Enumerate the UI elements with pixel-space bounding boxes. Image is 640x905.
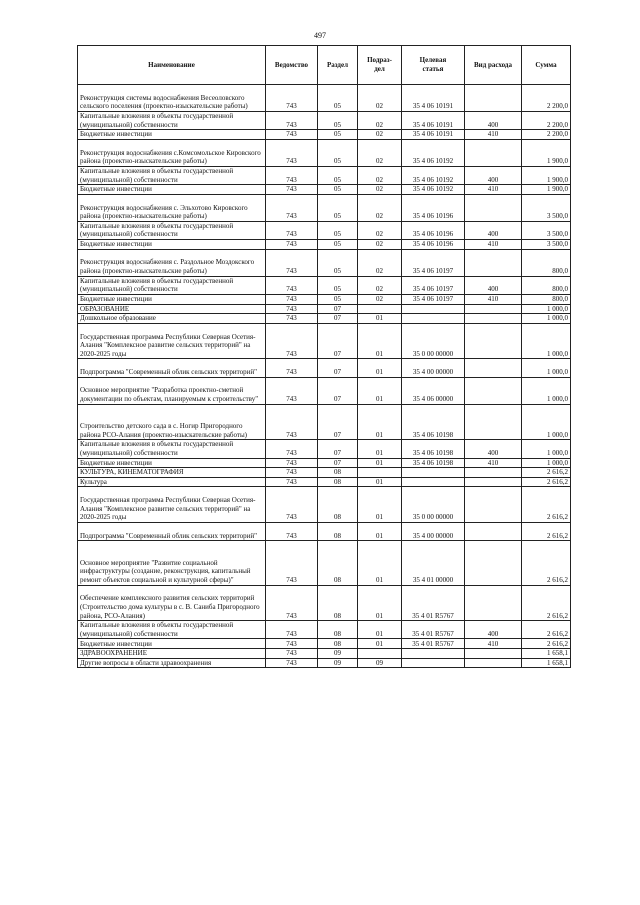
row-sum: 1 658,1 <box>522 649 571 659</box>
row-razdel: 05 <box>318 221 358 239</box>
row-expense-type <box>465 487 522 523</box>
row-podrazdel: 01 <box>358 477 402 487</box>
table-row <box>78 523 571 541</box>
row-podrazdel: 01 <box>358 487 402 523</box>
row-expense-type <box>465 194 522 221</box>
row-razdel: 07 <box>318 404 358 440</box>
row-target: 35 0 00 00000 <box>402 323 465 359</box>
row-name: Основное мероприятие "Разработка проектно-сметной документации по объектам, планируемым к строительству" <box>78 377 266 404</box>
page-number: 497 <box>314 31 326 40</box>
row-podrazdel: 01 <box>358 639 402 649</box>
row-name: Основное мероприятие "Развитие социальной инфраструктуры (создание, реконструкция, капитальный ремонт объектов социальной и культурной сферы)" <box>78 541 266 585</box>
row-target: 35 4 06 10191 <box>402 85 465 112</box>
row-expense-type <box>465 359 522 377</box>
table-row <box>78 639 571 649</box>
row-podrazdel: 02 <box>358 111 402 129</box>
row-vedomstvo: 743 <box>266 249 318 276</box>
row-target: 35 4 00 00000 <box>402 359 465 377</box>
row-expense-type: 400 <box>465 440 522 458</box>
row-target: 35 4 06 10197 <box>402 276 465 294</box>
row-razdel: 07 <box>318 458 358 468</box>
row-name: Другие вопросы в области здравоохранения <box>78 658 266 668</box>
row-vedomstvo: 743 <box>266 221 318 239</box>
row-razdel: 09 <box>318 658 358 668</box>
row-razdel: 08 <box>318 523 358 541</box>
row-target: 35 4 06 10192 <box>402 139 465 166</box>
header-expense-type: Вид расхода <box>465 46 522 85</box>
table-row <box>78 166 571 184</box>
row-expense-type <box>465 139 522 166</box>
row-expense-type: 410 <box>465 294 522 304</box>
table-row <box>78 541 571 585</box>
row-podrazdel: 02 <box>358 166 402 184</box>
row-razdel: 08 <box>318 487 358 523</box>
row-expense-type: 400 <box>465 166 522 184</box>
row-sum: 2 616,2 <box>522 621 571 639</box>
row-vedomstvo: 743 <box>266 541 318 585</box>
row-target: 35 4 00 00000 <box>402 523 465 541</box>
row-target: 35 4 06 10192 <box>402 185 465 195</box>
row-razdel: 05 <box>318 130 358 140</box>
row-sum: 2 616,2 <box>522 585 571 621</box>
row-name: КУЛЬТУРА, КИНЕМАТОГРАФИЯ <box>78 468 266 478</box>
row-expense-type <box>465 323 522 359</box>
row-sum: 800,0 <box>522 294 571 304</box>
row-razdel: 07 <box>318 377 358 404</box>
row-podrazdel: 02 <box>358 194 402 221</box>
row-sum: 2 200,0 <box>522 85 571 112</box>
row-target: 35 0 00 00000 <box>402 487 465 523</box>
row-target: 35 4 01 00000 <box>402 541 465 585</box>
row-name: Бюджетные инвестиции <box>78 639 266 649</box>
row-vedomstvo: 743 <box>266 185 318 195</box>
table-row <box>78 249 571 276</box>
row-name: Бюджетные инвестиции <box>78 239 266 249</box>
row-expense-type: 400 <box>465 276 522 294</box>
row-vedomstvo: 743 <box>266 194 318 221</box>
row-vedomstvo: 743 <box>266 111 318 129</box>
row-expense-type <box>465 541 522 585</box>
row-expense-type <box>465 249 522 276</box>
row-target: 35 4 06 10192 <box>402 166 465 184</box>
table-row <box>78 239 571 249</box>
row-sum: 800,0 <box>522 249 571 276</box>
row-podrazdel: 02 <box>358 139 402 166</box>
table-row <box>78 85 571 112</box>
table-row <box>78 139 571 166</box>
row-sum: 1 000,0 <box>522 323 571 359</box>
row-expense-type: 400 <box>465 621 522 639</box>
row-vedomstvo: 743 <box>266 477 318 487</box>
row-target: 35 4 06 10197 <box>402 249 465 276</box>
row-podrazdel: 02 <box>358 185 402 195</box>
row-target: 35 4 01 R5767 <box>402 639 465 649</box>
row-sum: 3 500,0 <box>522 194 571 221</box>
row-expense-type <box>465 649 522 659</box>
row-podrazdel: 01 <box>358 314 402 324</box>
row-razdel: 08 <box>318 468 358 478</box>
row-razdel: 05 <box>318 294 358 304</box>
row-expense-type <box>465 585 522 621</box>
table-row <box>78 458 571 468</box>
row-sum: 2 616,2 <box>522 639 571 649</box>
table-row <box>78 185 571 195</box>
row-sum: 1 000,0 <box>522 377 571 404</box>
row-vedomstvo: 743 <box>266 276 318 294</box>
row-target <box>402 649 465 659</box>
row-name: Бюджетные инвестиции <box>78 458 266 468</box>
row-razdel: 05 <box>318 111 358 129</box>
row-expense-type: 410 <box>465 239 522 249</box>
row-podrazdel: 01 <box>358 541 402 585</box>
table-row <box>78 468 571 478</box>
row-podrazdel: 01 <box>358 440 402 458</box>
row-name: Обеспечение комплексного развития сельских территорий (Строительство дома культуры в с. В. Саниба Пригородного района, РСО-Алания) <box>78 585 266 621</box>
row-target: 35 4 01 R5767 <box>402 621 465 639</box>
row-sum: 1 000,0 <box>522 304 571 314</box>
row-expense-type <box>465 658 522 668</box>
row-target: 35 4 06 10191 <box>402 130 465 140</box>
row-expense-type <box>465 523 522 541</box>
row-target <box>402 314 465 324</box>
table-row <box>78 487 571 523</box>
row-razdel: 05 <box>318 276 358 294</box>
table-row <box>78 658 571 668</box>
row-target: 35 4 06 00000 <box>402 377 465 404</box>
row-razdel: 05 <box>318 166 358 184</box>
table-row <box>78 221 571 239</box>
row-razdel: 07 <box>318 314 358 324</box>
row-target <box>402 658 465 668</box>
row-podrazdel: 02 <box>358 130 402 140</box>
row-name: Подпрограмма "Современный облик сельских территорий" <box>78 359 266 377</box>
row-razdel: 08 <box>318 621 358 639</box>
row-podrazdel <box>358 468 402 478</box>
row-name: Капитальные вложения в объекты государственной (муниципальной) собственности <box>78 621 266 639</box>
row-razdel: 05 <box>318 249 358 276</box>
row-expense-type <box>465 477 522 487</box>
row-razdel: 07 <box>318 440 358 458</box>
row-sum: 1 900,0 <box>522 166 571 184</box>
row-name: Дошкольное образование <box>78 314 266 324</box>
row-podrazdel: 02 <box>358 221 402 239</box>
table-row <box>78 440 571 458</box>
row-expense-type <box>465 404 522 440</box>
row-vedomstvo: 743 <box>266 359 318 377</box>
header-target: Целевая статья <box>402 46 465 85</box>
table-row <box>78 276 571 294</box>
row-name: Подпрограмма "Современный облик сельских территорий" <box>78 523 266 541</box>
row-name: ЗДРАВООХРАНЕНИЕ <box>78 649 266 659</box>
table-body <box>78 85 571 668</box>
row-sum: 1 000,0 <box>522 314 571 324</box>
row-target <box>402 304 465 314</box>
row-sum: 1 000,0 <box>522 404 571 440</box>
budget-table <box>77 45 571 668</box>
row-podrazdel: 02 <box>358 249 402 276</box>
row-vedomstvo: 743 <box>266 404 318 440</box>
row-target <box>402 477 465 487</box>
row-name: Капитальные вложения в объекты государственной (муниципальной) собственности <box>78 221 266 239</box>
row-target: 35 4 06 10191 <box>402 111 465 129</box>
row-vedomstvo: 743 <box>266 639 318 649</box>
row-vedomstvo: 743 <box>266 166 318 184</box>
row-target: 35 4 06 10196 <box>402 239 465 249</box>
row-name: Капитальные вложения в объекты государственной (муниципальной) собственности <box>78 111 266 129</box>
row-podrazdel: 02 <box>358 276 402 294</box>
row-target: 35 4 06 10198 <box>402 440 465 458</box>
row-sum: 1 000,0 <box>522 359 571 377</box>
row-vedomstvo: 743 <box>266 304 318 314</box>
table-row <box>78 377 571 404</box>
row-name: Капитальные вложения в объекты государственной (муниципальной) собственности <box>78 166 266 184</box>
row-name: Реконструкция водоснабжения с. Раздольное Моздокского района (проектно-изыскательские работы) <box>78 249 266 276</box>
row-podrazdel: 01 <box>358 458 402 468</box>
row-podrazdel <box>358 649 402 659</box>
row-vedomstvo: 743 <box>266 239 318 249</box>
row-sum: 2 616,2 <box>522 541 571 585</box>
table-row <box>78 404 571 440</box>
table-row <box>78 621 571 639</box>
table-header-row <box>78 46 571 85</box>
row-target: 35 4 06 10196 <box>402 221 465 239</box>
row-podrazdel: 01 <box>358 323 402 359</box>
row-name: Государственная программа Республики Северная Осетия-Алания "Комплексное развитие сельских территорий" на 2020-2025 годы <box>78 323 266 359</box>
row-target: 35 4 06 10196 <box>402 194 465 221</box>
row-name: ОБРАЗОВАНИЕ <box>78 304 266 314</box>
row-sum: 2 616,2 <box>522 477 571 487</box>
row-razdel: 08 <box>318 477 358 487</box>
row-vedomstvo: 743 <box>266 487 318 523</box>
header-vedomstvo: Ведомство <box>266 46 318 85</box>
row-vedomstvo: 743 <box>266 294 318 304</box>
row-sum: 2 616,2 <box>522 523 571 541</box>
row-name: Бюджетные инвестиции <box>78 294 266 304</box>
row-target <box>402 468 465 478</box>
row-podrazdel: 01 <box>358 359 402 377</box>
row-vedomstvo: 743 <box>266 621 318 639</box>
row-name: Реконструкция водоснабжения с. Эльхотово Кировского района (проектно-изыскательские работы) <box>78 194 266 221</box>
row-razdel: 07 <box>318 359 358 377</box>
row-name: Культура <box>78 477 266 487</box>
row-name: Государственная программа Республики Северная Осетия-Алания "Комплексное развитие сельских территорий" на 2020-2025 годы <box>78 487 266 523</box>
row-sum: 2 200,0 <box>522 130 571 140</box>
row-podrazdel <box>358 304 402 314</box>
row-vedomstvo: 743 <box>266 377 318 404</box>
row-vedomstvo: 743 <box>266 523 318 541</box>
row-vedomstvo: 743 <box>266 130 318 140</box>
row-expense-type <box>465 314 522 324</box>
row-sum: 3 500,0 <box>522 239 571 249</box>
row-razdel: 07 <box>318 304 358 314</box>
table-row <box>78 314 571 324</box>
row-name: Бюджетные инвестиции <box>78 185 266 195</box>
table-row <box>78 294 571 304</box>
table-row <box>78 585 571 621</box>
header-name: Наименование <box>78 46 266 85</box>
row-podrazdel: 09 <box>358 658 402 668</box>
row-podrazdel: 01 <box>358 585 402 621</box>
row-target: 35 4 06 10198 <box>402 458 465 468</box>
row-razdel: 05 <box>318 194 358 221</box>
row-name: Реконструкция водоснабжения с.Комсомольское Кировского района (проектно-изыскательские работы) <box>78 139 266 166</box>
row-name: Капитальные вложения в объекты государственной (муниципальной) собственности <box>78 440 266 458</box>
row-expense-type <box>465 377 522 404</box>
row-podrazdel: 01 <box>358 621 402 639</box>
table-row <box>78 359 571 377</box>
row-expense-type: 410 <box>465 185 522 195</box>
row-target: 35 4 06 10197 <box>402 294 465 304</box>
row-vedomstvo: 743 <box>266 323 318 359</box>
row-expense-type <box>465 304 522 314</box>
table-row <box>78 194 571 221</box>
header-podrazdel: Подраз- дел <box>358 46 402 85</box>
header-razdel: Раздел <box>318 46 358 85</box>
row-podrazdel: 01 <box>358 523 402 541</box>
table-row <box>78 111 571 129</box>
row-sum: 1 900,0 <box>522 185 571 195</box>
table-row <box>78 304 571 314</box>
table-row <box>78 130 571 140</box>
row-name: Капитальные вложения в объекты государственной (муниципальной) собственности <box>78 276 266 294</box>
row-podrazdel: 02 <box>358 294 402 304</box>
row-razdel: 05 <box>318 85 358 112</box>
row-expense-type: 410 <box>465 639 522 649</box>
row-razdel: 08 <box>318 639 358 649</box>
row-vedomstvo: 743 <box>266 139 318 166</box>
row-sum: 1 900,0 <box>522 139 571 166</box>
header-sum: Сумма <box>522 46 571 85</box>
row-razdel: 05 <box>318 139 358 166</box>
row-name: Реконструкция системы водоснабжения Весеоловского сельского поселения (проектно-изыскательские работы) <box>78 85 266 112</box>
row-vedomstvo: 743 <box>266 85 318 112</box>
row-sum: 2 616,2 <box>522 468 571 478</box>
row-podrazdel: 01 <box>358 377 402 404</box>
row-sum: 1 658,1 <box>522 658 571 668</box>
row-name: Строительство детского сада в с. Ногир Пригородного района РСО-Алания (проектно-изыскательские работы) <box>78 404 266 440</box>
table-row <box>78 649 571 659</box>
row-vedomstvo: 743 <box>266 649 318 659</box>
row-sum: 1 000,0 <box>522 440 571 458</box>
row-sum: 1 000,0 <box>522 458 571 468</box>
row-vedomstvo: 743 <box>266 658 318 668</box>
row-vedomstvo: 743 <box>266 314 318 324</box>
row-target: 35 4 06 10198 <box>402 404 465 440</box>
table-row <box>78 323 571 359</box>
row-expense-type: 400 <box>465 221 522 239</box>
table-row <box>78 477 571 487</box>
row-sum: 3 500,0 <box>522 221 571 239</box>
row-razdel: 05 <box>318 239 358 249</box>
row-vedomstvo: 743 <box>266 468 318 478</box>
row-expense-type: 410 <box>465 130 522 140</box>
row-vedomstvo: 743 <box>266 458 318 468</box>
row-razdel: 07 <box>318 323 358 359</box>
row-expense-type: 400 <box>465 111 522 129</box>
row-expense-type <box>465 85 522 112</box>
row-sum: 800,0 <box>522 276 571 294</box>
row-podrazdel: 02 <box>358 239 402 249</box>
row-podrazdel: 01 <box>358 404 402 440</box>
row-expense-type <box>465 468 522 478</box>
row-razdel: 09 <box>318 649 358 659</box>
row-sum: 2 616,2 <box>522 487 571 523</box>
row-sum: 2 200,0 <box>522 111 571 129</box>
row-target: 35 4 01 R5767 <box>402 585 465 621</box>
row-name: Бюджетные инвестиции <box>78 130 266 140</box>
row-vedomstvo: 743 <box>266 585 318 621</box>
row-podrazdel: 02 <box>358 85 402 112</box>
row-razdel: 08 <box>318 541 358 585</box>
row-razdel: 05 <box>318 185 358 195</box>
row-razdel: 08 <box>318 585 358 621</box>
row-expense-type: 410 <box>465 458 522 468</box>
row-vedomstvo: 743 <box>266 440 318 458</box>
